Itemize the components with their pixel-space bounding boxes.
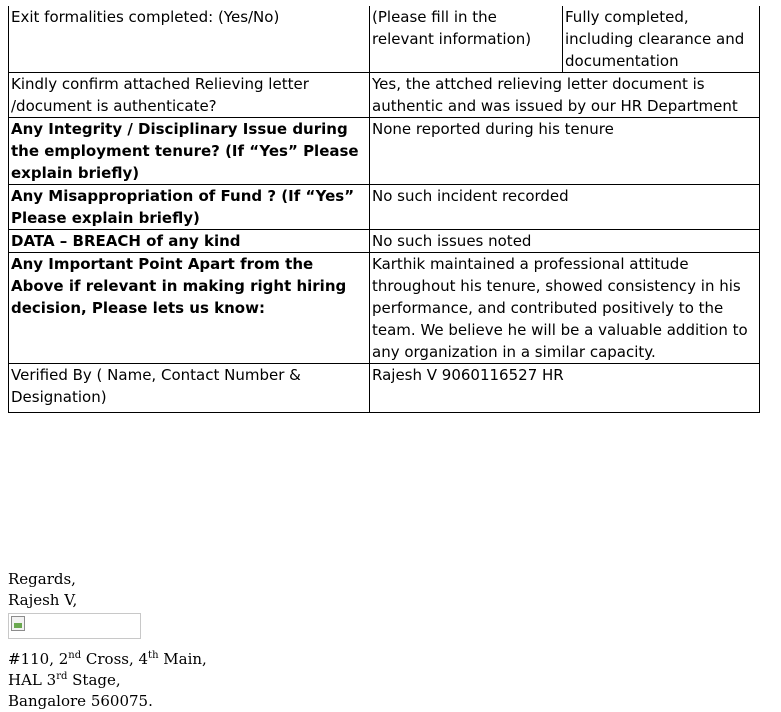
signatory-name: Rajesh V, — [8, 591, 78, 609]
verification-form-table — [8, 6, 760, 413]
regards-text: Regards, — [8, 570, 76, 588]
address-line-2-part: HAL 3 — [8, 671, 57, 689]
relieving-letter-answer: Yes, the attched relieving letter document is authentic and was issued by our HR Department — [370, 73, 760, 118]
signature-block — [8, 569, 207, 712]
important-point-question: Any Important Point Apart from the Above if relevant in making right hiring decision, Please lets us know: — [9, 253, 370, 364]
address-line-2 — [8, 670, 207, 691]
relieving-letter-question: Kindly confirm attached Relieving letter /document is authenticate? — [9, 73, 370, 118]
table-row — [9, 364, 760, 413]
table-row — [9, 118, 760, 185]
exit-formalities-answer: (Please fill in the relevant information) — [370, 6, 563, 73]
ordinal-suffix: th — [148, 650, 159, 661]
table-row — [9, 73, 760, 118]
address-line-3: Bangalore 560075. — [8, 692, 153, 710]
ordinal-suffix: rd — [56, 671, 68, 682]
signature-image-placeholder — [8, 613, 141, 639]
data-breach-answer: No such issues noted — [370, 230, 760, 253]
misappropriation-question: Any Misappropriation of Fund ? (If “Yes” Please explain briefly) — [9, 185, 370, 230]
verified-by-answer: Rajesh V 9060116527 HR — [370, 364, 760, 413]
table-row — [9, 253, 760, 364]
ordinal-suffix: nd — [68, 650, 82, 661]
misappropriation-answer: No such incident recorded — [370, 185, 760, 230]
integrity-answer: None reported during his tenure — [370, 118, 760, 185]
address-line-1 — [8, 649, 207, 670]
exit-formalities-question: Exit formalities completed: (Yes/No) — [9, 6, 370, 73]
table-row — [9, 185, 760, 230]
exit-formalities-extra: Fully completed, including clearance and documentation — [563, 6, 760, 73]
integrity-question: Any Integrity / Disciplinary Issue during the employment tenure? (If “Yes” Please explain briefly) — [9, 118, 370, 185]
address-line-2-part: Stage, — [67, 671, 121, 689]
broken-image-icon — [11, 616, 25, 631]
table-row — [9, 230, 760, 253]
data-breach-question: DATA – BREACH of any kind — [9, 230, 370, 253]
address — [8, 649, 207, 712]
important-point-answer: Karthik maintained a professional attitude throughout his tenure, showed consistency in his performance, and contributed positively to the team. We believe he will be a valuable addition to any organization in a similar capacity. — [370, 253, 760, 364]
address-line-1-part: Main, — [158, 650, 207, 668]
address-line-1-part: #110, 2 — [8, 650, 69, 668]
address-line-1-part: Cross, 4 — [81, 650, 149, 668]
table-row — [9, 6, 760, 73]
verified-by-question: Verified By ( Name, Contact Number & Designation) — [9, 364, 370, 413]
